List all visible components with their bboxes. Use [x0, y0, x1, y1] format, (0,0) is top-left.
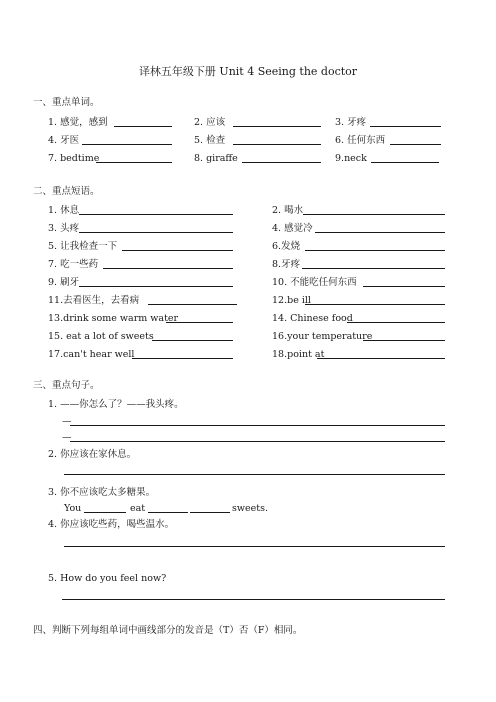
answer-blank[interactable]: [302, 268, 445, 269]
answer-blank[interactable]: [303, 214, 445, 215]
answer-blank[interactable]: [347, 322, 445, 323]
word-item: 8. giraffe: [194, 153, 238, 164]
answer-blank[interactable]: [315, 232, 445, 233]
dialogue-dash: —: [62, 416, 72, 427]
sentence-prompt: 1. ——你怎么了？——我头疼。: [48, 399, 184, 410]
word-item: 1. 感觉，感到: [48, 117, 108, 128]
sentence-prompt: 3. 你不应该吃太多糖果。: [48, 487, 156, 498]
answer-blank[interactable]: [242, 162, 321, 163]
phrase-item: 4. 感觉冷: [272, 223, 313, 234]
answer-blank[interactable]: [370, 126, 441, 127]
word-item: 3. 牙疼: [335, 117, 367, 128]
phrase-item: 14. Chinese food: [272, 313, 353, 324]
fill-word: You: [64, 503, 82, 514]
word-item: 6. 任何东西: [335, 135, 386, 146]
answer-line[interactable]: [64, 474, 445, 475]
phrase-item: 7. 吃一些药: [48, 259, 99, 270]
answer-blank[interactable]: [152, 340, 233, 341]
answer-blank[interactable]: [96, 162, 172, 163]
answer-blank[interactable]: [148, 304, 237, 305]
answer-blank[interactable]: [305, 250, 445, 251]
answer-blank[interactable]: [233, 144, 321, 145]
answer-blank[interactable]: [79, 286, 233, 287]
section-heading-words: 一、重点单词。: [33, 97, 100, 108]
sentence-prompt: 4. 你应该吃些药，喝些温水。: [48, 519, 175, 530]
word-item: 7. bedtime: [48, 153, 100, 164]
answer-blank[interactable]: [390, 144, 441, 145]
answer-line[interactable]: [64, 546, 445, 547]
word-item: 5. 检查: [194, 135, 226, 146]
answer-blank[interactable]: [317, 358, 445, 359]
answer-blank[interactable]: [363, 286, 445, 287]
answer-blank[interactable]: [305, 304, 445, 305]
section-heading-phrases: 二、重点短语。: [33, 186, 100, 197]
answer-line[interactable]: [70, 441, 445, 442]
phrase-item: 18.point at: [272, 349, 325, 360]
answer-blank[interactable]: [79, 214, 233, 215]
phrase-item: 1. 休息: [48, 205, 80, 216]
answer-line[interactable]: [62, 599, 445, 600]
answer-blank[interactable]: [148, 512, 188, 513]
phrase-item: 6.发烧: [272, 241, 301, 252]
fill-word: eat: [130, 503, 146, 514]
sentence-prompt: 5. How do you feel now?: [48, 573, 167, 584]
answer-blank[interactable]: [103, 268, 233, 269]
answer-blank[interactable]: [363, 340, 445, 341]
phrase-item: 17.can't hear well: [48, 349, 135, 360]
phrase-item: 2. 喝水: [272, 205, 304, 216]
phrase-item: 11.去看医生，去看病: [48, 295, 140, 306]
answer-blank[interactable]: [233, 126, 321, 127]
phrase-item: 12.be ill: [272, 295, 311, 306]
answer-blank[interactable]: [114, 126, 172, 127]
answer-blank[interactable]: [371, 162, 439, 163]
sentence-prompt: 2. 你应该在家休息。: [48, 449, 137, 460]
phrase-item: 16.your temperature: [272, 331, 373, 342]
fill-word: sweets.: [232, 503, 268, 514]
answer-blank[interactable]: [84, 512, 126, 513]
phrase-item: 13.drink some warm water: [48, 313, 179, 324]
word-item: 9.neck: [335, 153, 367, 164]
answer-blank[interactable]: [82, 144, 172, 145]
page-title: 译林五年级下册 Unit 4 Seeing the doctor: [138, 65, 358, 78]
phrase-item: 8.牙疼: [272, 259, 301, 270]
section-heading-sentences: 三、重点句子。: [33, 380, 100, 391]
phrase-item: 9. 刷牙: [48, 277, 80, 288]
word-item: 2. 应该: [194, 117, 226, 128]
answer-line[interactable]: [70, 425, 445, 426]
answer-blank[interactable]: [166, 322, 233, 323]
answer-blank[interactable]: [79, 232, 233, 233]
answer-blank[interactable]: [122, 250, 233, 251]
phrase-item: 5. 让我检查一下: [48, 241, 118, 252]
phrase-item: 10. 不能吃任何东西: [272, 277, 357, 288]
section-heading-pronunciation: 四、判断下列每组单词中画线部分的发音是（T）否（F）相同。: [33, 625, 303, 636]
word-item: 4. 牙医: [48, 135, 80, 146]
answer-blank[interactable]: [132, 358, 233, 359]
answer-blank[interactable]: [190, 512, 230, 513]
dialogue-dash: —: [62, 432, 72, 443]
phrase-item: 3. 头疼: [48, 223, 80, 234]
phrase-item: 15. eat a lot of sweets: [48, 331, 154, 342]
